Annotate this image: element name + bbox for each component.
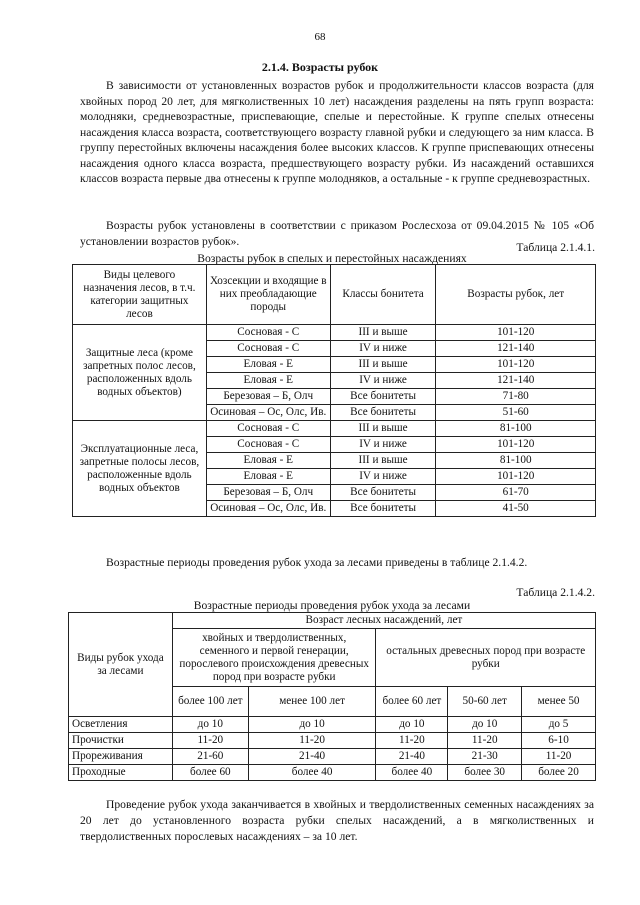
value-cell: 11-20 [172, 733, 248, 749]
age-cell: 121-140 [436, 341, 596, 357]
species-cell: Сосновая - С [206, 341, 330, 357]
age-cell: 71-80 [436, 389, 596, 405]
value-cell: 21-40 [376, 749, 448, 765]
species-cell: Березовая – Б, Олч [206, 485, 330, 501]
value-cell: до 5 [522, 717, 596, 733]
section-title: 2.1.4. Возрасты рубок [261, 60, 379, 74]
header-species: Хозсекции и входящие в них преобладающие породы [206, 265, 330, 325]
bonitet-cell: Все бонитеты [330, 485, 436, 501]
header-conifer-group: хвойных и твердолиственных, семенного и первой генерации, порослевого происхождения древесных пород при возрасте рубки [172, 629, 376, 687]
age-cell: 61-70 [436, 485, 596, 501]
value-cell: более 60 [172, 765, 248, 781]
bonitet-cell: IV и ниже [330, 437, 436, 453]
group-purpose: Защитные леса (кроме запретных полос лесов, расположенных вдоль водных объектов) [73, 325, 207, 421]
age-cell: 101-120 [436, 437, 596, 453]
age-cell: 101-120 [436, 325, 596, 341]
value-cell: 6-10 [522, 733, 596, 749]
table2-ref: Таблица 2.1.4.2. [516, 586, 595, 599]
value-cell: 21-60 [172, 749, 248, 765]
species-cell: Еловая - Е [206, 453, 330, 469]
age-cell: 101-120 [436, 469, 596, 485]
page-number: 68 [314, 31, 326, 43]
value-cell: 21-30 [448, 749, 522, 765]
bonitet-cell: III и выше [330, 357, 436, 373]
species-cell: Осиновая – Ос, Олс, Ив. [206, 501, 330, 517]
bonitet-cell: Все бонитеты [330, 501, 436, 517]
row-kind: Прочистки [69, 733, 173, 749]
value-cell: 11-20 [448, 733, 522, 749]
intro-paragraph: В зависимости от установленных возрастов рубок и продолжительности классов возраста (для хвойных пород 20 лет, для мягколиственных 10 лет) насаждения разделены на пять групп возраста: молодняки, средневозрастные, приспевающие, спелые и перестойные. К группе спелых отнесены насаждения класса возраста, соответствующего возрасту главной рубки и следующего за ним класса. В группу перестойных включены насаждения более высоких классов. К группе приспевающих отнесены насаждения одного класса возраста, предшествующего возрасту рубки. Из насаждений оставшихся классов возраста первые два отнесены к группе молодняков, а остальные - к группе средневозрастных. [80, 79, 594, 185]
value-cell: более 40 [248, 765, 376, 781]
value-cell: до 10 [172, 717, 248, 733]
value-cell: 11-20 [522, 749, 596, 765]
species-cell: Осиновая – Ос, Олс, Ив. [206, 405, 330, 421]
bonitet-cell: Все бонитеты [330, 389, 436, 405]
species-cell: Сосновая - С [206, 437, 330, 453]
age-cell: 41-50 [436, 501, 596, 517]
table-cutting-ages [72, 264, 596, 517]
species-cell: Сосновая - С [206, 325, 330, 341]
header-kind: Виды рубок ухода за лесами [69, 613, 173, 717]
bonitet-cell: IV и ниже [330, 373, 436, 389]
value-cell: до 10 [376, 717, 448, 733]
closing-paragraph: Проведение рубок ухода заканчивается в хвойных и твердолиственных семенных насаждениях за 20 лет до установленного возраста рубки спелых насаждений, а в мягколиственных и твердолиственных порослевых насаждениях – за 10 лет. [80, 798, 594, 843]
header-age-group: Возраст лесных насаждений, лет [172, 613, 595, 629]
species-cell: Еловая - Е [206, 357, 330, 373]
header-purpose: Виды целевого назначения лесов, в т.ч. категории защитных лесов [73, 265, 207, 325]
bonitet-cell: III и выше [330, 325, 436, 341]
between-paragraph: Возрастные периоды проведения рубок ухода за лесами приведены в таблице 2.1.4.2. [106, 556, 528, 569]
row-kind: Прореживания [69, 749, 173, 765]
species-cell: Сосновая - С [206, 421, 330, 437]
value-cell: до 10 [448, 717, 522, 733]
age-cell: 121-140 [436, 373, 596, 389]
bonitet-cell: Все бонитеты [330, 405, 436, 421]
bonitet-cell: III и выше [330, 453, 436, 469]
age-cell: 51-60 [436, 405, 596, 421]
value-cell: более 20 [522, 765, 596, 781]
group-purpose: Эксплуатационные леса, запретные полосы лесов, расположенные вдоль водных объектов [73, 421, 207, 517]
table2-caption: Возрастные периоды проведения рубок ухода за лесами [193, 599, 471, 612]
species-cell: Еловая - Е [206, 469, 330, 485]
age-cell: 81-100 [436, 453, 596, 469]
bonitet-cell: III и выше [330, 421, 436, 437]
row-kind: Осветления [69, 717, 173, 733]
header-bonitet: Классы бонитета [330, 265, 436, 325]
header-other-group: остальных древесных пород при возрасте рубки [376, 629, 596, 687]
age-cell: 101-120 [436, 357, 596, 373]
subheader-cell: менее 100 лет [248, 687, 376, 717]
value-cell: 11-20 [376, 733, 448, 749]
subheader-cell: менее 50 [522, 687, 596, 717]
value-cell: 11-20 [248, 733, 376, 749]
header-age: Возрасты рубок, лет [436, 265, 596, 325]
table1-caption: Возрасты рубок в спелых и перестойных насаждениях [197, 252, 467, 265]
age-cell: 81-100 [436, 421, 596, 437]
subheader-cell: более 60 лет [376, 687, 448, 717]
value-cell: более 40 [376, 765, 448, 781]
bonitet-cell: IV и ниже [330, 469, 436, 485]
subheader-cell: более 100 лет [172, 687, 248, 717]
species-cell: Березовая – Б, Олч [206, 389, 330, 405]
table1-ref: Таблица 2.1.4.1. [516, 241, 595, 254]
value-cell: 21-40 [248, 749, 376, 765]
value-cell: более 30 [448, 765, 522, 781]
bonitet-cell: IV и ниже [330, 341, 436, 357]
species-cell: Еловая - Е [206, 373, 330, 389]
value-cell: до 10 [248, 717, 376, 733]
order-paragraph: Возрасты рубок установлены в соответствии с приказом Рослесхоза от 09.04.2015 № 105 «Об установлении возрастов рубок». [80, 219, 594, 248]
row-kind: Проходные [69, 765, 173, 781]
table-thinning-periods [68, 612, 596, 781]
subheader-cell: 50-60 лет [448, 687, 522, 717]
